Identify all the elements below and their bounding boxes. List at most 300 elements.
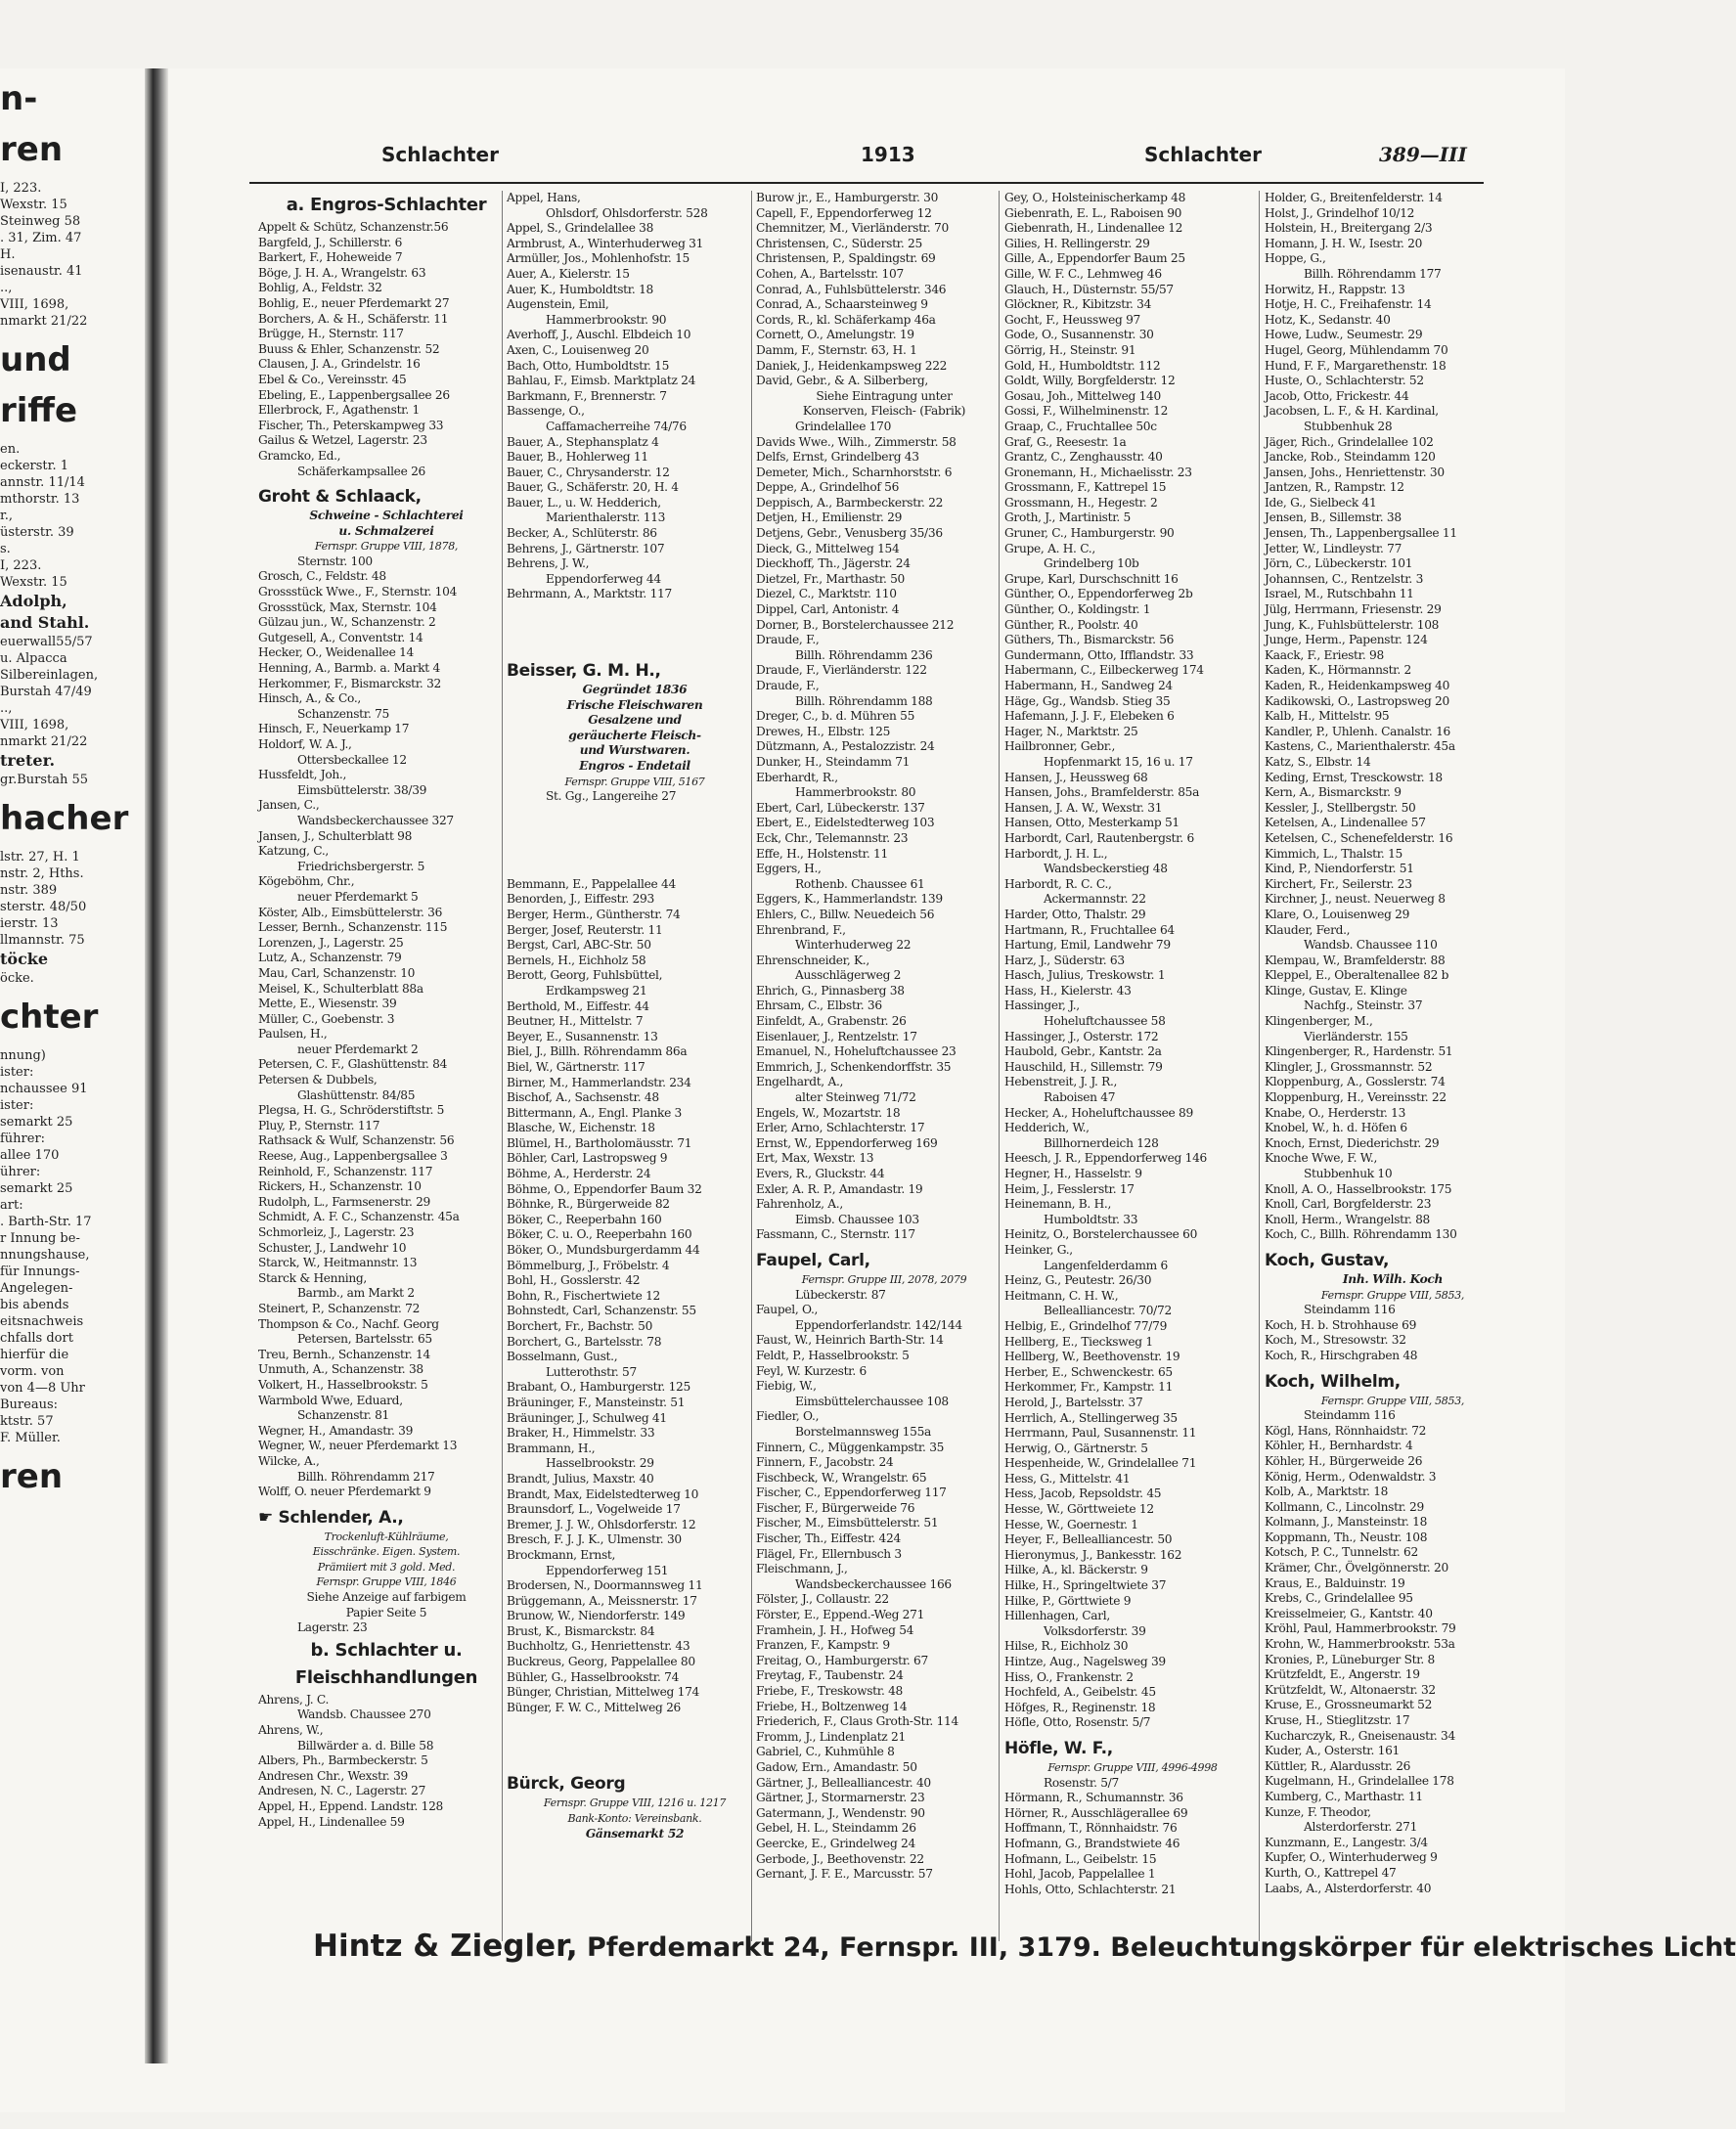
directory-entry: Fölster, J., Collaustr. 22 <box>756 1592 889 1607</box>
directory-entry: Feyl, W. Kurzestr. 6 <box>756 1363 867 1378</box>
directory-entry: Fischer, Th., Peterskampweg 33 <box>258 418 444 432</box>
directory-entry: Harbordt, J. H. L., <box>1004 846 1108 861</box>
directory-entry: Becker, A., Schlüterstr. 86 <box>507 526 657 541</box>
directory-entry: Heim, J., Fesslerstr. 17 <box>1004 1181 1135 1196</box>
entry-continuation: Stubbenhuk 10 <box>1304 1167 1393 1180</box>
section-heading: Fleischhandlungen <box>294 1666 478 1688</box>
directory-entry: Knoch, Ernst, Diederichstr. 29 <box>1265 1135 1440 1150</box>
fragment-heading: ren <box>0 130 64 169</box>
directory-entry: Exler, A. R. P., Amandastr. 19 <box>756 1181 923 1196</box>
directory-entry: Hotje, H. C., Freihafenstr. 14 <box>1265 297 1432 312</box>
directory-entry: Böker, O., Mundsburgerdamm 44 <box>507 1243 700 1258</box>
firm-tagline: Engros - Endetail <box>579 759 690 773</box>
entry-continuation: Ottersbeckallee 12 <box>297 752 407 767</box>
directory-entry: VIII, 1698, <box>0 297 69 312</box>
directory-entry: Axen, C., Louisenweg 20 <box>507 342 649 357</box>
directory-entry: Jacob, Otto, Frickestr. 44 <box>1265 388 1409 403</box>
directory-entry: Kollmann, C., Lincolnstr. 29 <box>1265 1499 1424 1514</box>
directory-entry: Grupe, A. H. C., <box>1004 541 1095 555</box>
directory-entry: Kotsch, P. C., Tunnelstr. 62 <box>1265 1545 1418 1560</box>
directory-entry: Grossmann, F., Kattrepel 15 <box>1004 480 1167 495</box>
directory-entry: Cohen, A., Bartelsstr. 107 <box>756 266 904 281</box>
directory-entry: Hieronymus, J., Bankesstr. 162 <box>1004 1547 1182 1562</box>
directory-entry: Erler, Arno, Schlachterstr. 17 <box>756 1121 925 1135</box>
directory-entry: Gey, O., Holsteinischerkamp 48 <box>1004 191 1186 204</box>
directory-entry: König, Herm., Odenwaldstr. 3 <box>1265 1469 1437 1484</box>
directory-entry: Engels, W., Mozartstr. 18 <box>756 1105 901 1120</box>
directory-entry: F. Müller. <box>0 1431 61 1445</box>
directory-entry: Ehlers, C., Billw. Neuedeich 56 <box>756 907 935 921</box>
directory-entry: Köhler, H., Bernhardstr. 4 <box>1265 1439 1413 1453</box>
directory-entry: Gronemann, H., Michaelisstr. 23 <box>1004 465 1192 479</box>
directory-entry: Friederich, F., Claus Groth-Str. 114 <box>756 1714 958 1729</box>
directory-entry: Knoll, Carl, Borgfelderstr. 23 <box>1265 1197 1432 1212</box>
directory-entry: .., <box>0 281 13 295</box>
entry-continuation: Eppendorferlandstr. 142/144 <box>795 1317 962 1332</box>
directory-entry: Kalb, H., Mittelstr. 95 <box>1265 709 1390 724</box>
directory-entry: Petersen & Dubbels, <box>258 1073 378 1087</box>
directory-entry: Hinsch, A., & Co., <box>258 691 361 706</box>
directory-entry: Holst, J., Grindelhof 10/12 <box>1265 205 1415 220</box>
directory-entry: Kastens, C., Marienthalerstr. 45a <box>1265 739 1455 754</box>
directory-entry: Hilke, P., Görttwiete 9 <box>1004 1593 1132 1608</box>
directory-entry: Dorner, B., Borstelerchaussee 212 <box>756 617 955 632</box>
directory-entry: Kloppenburg, A., Gosslerstr. 74 <box>1265 1075 1446 1089</box>
directory-entry: Holder, G., Breitenfelderstr. 14 <box>1265 191 1443 204</box>
directory-entry: Kurth, O., Kattrepel 47 <box>1265 1865 1397 1880</box>
directory-entry: Gundermann, Otto, Ifflandstr. 33 <box>1004 647 1194 662</box>
directory-entry: Kupfer, O., Winterhuderweg 9 <box>1265 1850 1438 1865</box>
directory-entry: Volkert, H., Hasselbrookstr. 5 <box>258 1377 428 1392</box>
directory-entry: Johannsen, C., Rentzelstr. 3 <box>1265 571 1424 586</box>
directory-entry: Bresch, F. J. J. K., Ulmenstr. 30 <box>507 1532 682 1547</box>
directory-entry: Buchholtz, G., Henriettenstr. 43 <box>507 1639 690 1654</box>
directory-entry: Hartung, Emil, Landwehr 79 <box>1004 938 1171 953</box>
directory-entry: Lutz, A., Schanzenstr. 79 <box>258 951 402 965</box>
directory-entry: Berger, Josef, Reuterstr. 11 <box>507 922 663 937</box>
firm-name: ☛ Schlender, A., <box>258 1507 404 1528</box>
directory-entry: Günther, O., Eppendorferweg 2b <box>1004 587 1193 601</box>
directory-entry: Fischer, C., Eppendorferweg 117 <box>756 1486 947 1500</box>
footer-advertisement <box>313 1929 1736 1968</box>
directory-entry: Gülzau jun., W., Schanzenstr. 2 <box>258 615 436 630</box>
directory-entry: Hebenstreit, J. J. R., <box>1004 1075 1118 1089</box>
firm-detail: Fernspr. Gruppe III, 2078, 2079 <box>801 1272 967 1286</box>
directory-entry: Kessler, J., Stellbergstr. 50 <box>1265 800 1416 815</box>
directory-entry: Chemnitzer, M., Vierländerstr. 70 <box>756 221 949 236</box>
directory-entry: Gramcko, Ed., <box>258 448 341 463</box>
directory-entry: Krebs, C., Grindelallee 95 <box>1265 1591 1413 1606</box>
directory-entry: Kaden, R., Heidenkampsweg 40 <box>1265 679 1450 692</box>
directory-entry: Horwitz, H., Rappstr. 13 <box>1265 282 1405 296</box>
entry-continuation: Schanzenstr. 81 <box>297 1408 390 1423</box>
directory-entry: Bach, Otto, Humboldtstr. 15 <box>507 358 670 373</box>
directory-entry: Knoll, A. O., Hasselbrookstr. 175 <box>1265 1181 1452 1196</box>
directory-entry: Fischer, F., Bürgerweide 76 <box>756 1500 915 1515</box>
directory-entry: Harbordt, R. C. C., <box>1004 876 1112 891</box>
directory-entry: Bohlig, E., neuer Pferdemarkt 27 <box>258 295 450 310</box>
entry-continuation: Barmb., am Markt 2 <box>297 1286 415 1301</box>
directory-entry: Daniek, J., Heidenkampsweg 222 <box>756 358 948 373</box>
directory-entry: Grantz, C., Zenghausstr. 40 <box>1004 450 1163 465</box>
directory-entry: Auer, A., Kielerstr. 15 <box>507 266 630 281</box>
fragment-heading: hacher <box>0 799 129 838</box>
firm-detail: Fernspr. Gruppe VIII, 5853, <box>1320 1288 1465 1302</box>
directory-entry: Hespenheide, W., Grindelallee 71 <box>1004 1456 1197 1471</box>
entry-continuation: Grindelberg 10b <box>1044 556 1139 571</box>
directory-entry: Andresen, N. C., Lagerstr. 27 <box>258 1784 426 1798</box>
directory-entry: Gille, W. F. C., Lehmweg 46 <box>1004 266 1162 281</box>
entry-continuation: Langenfelderdamm 6 <box>1044 1258 1168 1272</box>
directory-entry: Bischof, A., Sachsenstr. 48 <box>507 1090 659 1105</box>
entry-continuation: Steindamm 116 <box>1304 1408 1396 1423</box>
directory-entry: Knoll, Herm., Wrangelstr. 88 <box>1265 1212 1431 1226</box>
directory-entry: Herkommer, F., Bismarckstr. 32 <box>258 676 441 690</box>
entry-continuation: Billwärder a. d. Bille 58 <box>297 1738 434 1752</box>
directory-entry: Bahlau, F., Eimsb. Marktplatz 24 <box>507 374 696 388</box>
directory-entry: Finnern, F., Jacobstr. 24 <box>756 1455 894 1470</box>
firm-tagline: Frische Fleischwaren <box>566 697 703 712</box>
directory-entry: nnung) <box>0 1048 46 1063</box>
directory-entry: Bauer, L., u. W. Hedderich, <box>507 495 661 510</box>
directory-entry: Knoche Wwe, F. W., <box>1265 1151 1378 1166</box>
directory-entry: Appel, Hans, <box>507 191 581 204</box>
directory-entry: Dützmann, A., Pestalozzistr. 24 <box>756 739 935 754</box>
directory-entry: Engelhardt, A., <box>756 1075 844 1089</box>
directory-entry: Buckreus, Georg, Pappelallee 80 <box>507 1655 695 1669</box>
directory-entry: . 31, Zim. 47 <box>0 231 82 245</box>
directory-entry: Katz, S., Elbstr. 14 <box>1265 754 1371 769</box>
directory-entry: Wolff, O. neuer Pferdemarkt 9 <box>258 1485 431 1499</box>
directory-entry: Hass, H., Kielerstr. 43 <box>1004 983 1132 998</box>
directory-column-5 <box>1265 191 1521 1912</box>
spacer <box>507 602 763 653</box>
header-rule <box>249 182 1484 184</box>
directory-entry: Gille, A., Eppendorfer Baum 25 <box>1004 251 1185 266</box>
directory-entry: isenaustr. 41 <box>0 264 83 279</box>
directory-entry: Ebeling, E., Lappenbergsallee 26 <box>258 387 450 402</box>
directory-entry: Hassinger, J., <box>1004 998 1080 1013</box>
directory-entry: Bauer, B., Hohlerweg 11 <box>507 450 648 465</box>
directory-entry: Hinsch, F., Neuerkamp 17 <box>258 722 410 736</box>
directory-entry: Deppe, A., Grindelhof 56 <box>756 480 900 495</box>
directory-entry: Unmuth, A., Schanzenstr. 38 <box>258 1362 423 1377</box>
entry-continuation: Eppendorferweg 151 <box>546 1563 669 1577</box>
directory-entry: Detjens, Gebr., Venusberg 35/36 <box>756 526 943 541</box>
directory-entry: Damm, F., Sternstr. 63, H. 1 <box>756 342 917 357</box>
entry-continuation: Glashüttenstr. 84/85 <box>297 1087 416 1102</box>
directory-entry: Dieckhoff, Th., Jägerstr. 24 <box>756 556 911 571</box>
directory-entry: Draude, F., <box>756 679 820 692</box>
directory-entry: Fischbeck, W., Wrangelstr. 65 <box>756 1470 927 1485</box>
directory-entry: Dunker, H., Steindamm 71 <box>756 754 911 769</box>
directory-entry: ister: <box>0 1098 34 1113</box>
entry-continuation: Rothenb. Chaussee 61 <box>795 876 925 891</box>
entry-continuation: Hopfenmarkt 15, 16 u. 17 <box>1044 754 1193 769</box>
directory-entry: Hess, G., Mittelstr. 41 <box>1004 1471 1131 1486</box>
entry-continuation: Hasselbrookstr. 29 <box>546 1456 654 1471</box>
directory-entry: Braunsdorf, L., Vogelweide 17 <box>507 1502 681 1517</box>
directory-entry: Kleppel, E., Oberaltenallee 82 b <box>1265 968 1449 983</box>
firm-tagline: Inh. Wilh. Koch <box>1342 1271 1444 1286</box>
directory-entry: Heinker, G., <box>1004 1242 1073 1257</box>
entry-continuation: Petersen, Bartelsstr. 65 <box>297 1332 432 1347</box>
firm-detail: Eisschränke. Eigen. System. <box>312 1545 461 1559</box>
directory-entry: Herrlich, A., Stellingerweg 35 <box>1004 1410 1178 1425</box>
spacer <box>507 1715 763 1766</box>
directory-entry: Clausen, J. A., Grindelstr. 16 <box>258 357 421 372</box>
directory-entry: Hörner, R., Ausschlägerallee 69 <box>1004 1805 1188 1820</box>
directory-entry: Steinert, P., Schanzenstr. 72 <box>258 1301 421 1315</box>
entry-continuation: Billh. Röhrendamm 188 <box>795 693 933 708</box>
directory-entry: Kögl, Hans, Rönnhaidstr. 72 <box>1265 1423 1427 1438</box>
directory-entry: für Innungs- <box>0 1264 80 1279</box>
firm-detail: Fernspr. Gruppe VIII, 1216 u. 1217 <box>543 1796 727 1810</box>
directory-entry: Böker, C., Reeperbahn 160 <box>507 1212 662 1226</box>
directory-entry: I, 223. <box>0 181 42 196</box>
directory-entry: Petersen, C. F., Glashüttenstr. 84 <box>258 1057 448 1072</box>
directory-entry: Hager, N., Marktstr. 25 <box>1004 724 1138 738</box>
directory-entry: Rudolph, L., Farmsenerstr. 29 <box>258 1194 431 1209</box>
directory-entry: Wexstr. 15 <box>0 198 67 212</box>
directory-entry: Bohnstedt, Carl, Schanzenstr. 55 <box>507 1304 696 1318</box>
directory-entry: Klingenberger, M., <box>1265 1014 1373 1029</box>
directory-entry: Klingler, J., Grossmannstr. 52 <box>1265 1059 1433 1074</box>
header-section-left: Schlachter <box>381 143 499 166</box>
directory-entry: Hassinger, J., Osterstr. 172 <box>1004 1029 1159 1043</box>
entry-continuation: Eppendorferweg 44 <box>546 571 661 586</box>
firm-name: Faupel, Carl, <box>756 1250 870 1270</box>
firm-detail: Fernspr. Gruppe VIII, 1878, <box>314 540 459 554</box>
directory-entry: Heitmann, C. H. W., <box>1004 1288 1119 1303</box>
fragment-heading: und <box>0 340 71 379</box>
directory-entry: Kimmich, L., Thalstr. 15 <box>1265 846 1402 861</box>
directory-entry: llmannstr. 75 <box>0 933 85 948</box>
directory-entry: Hillenhagen, Carl, <box>1004 1609 1110 1623</box>
directory-entry: Groth, J., Martinistr. 5 <box>1004 510 1132 525</box>
directory-entry: Hörmann, R., Schumannstr. 36 <box>1004 1791 1183 1805</box>
directory-entry: nstr. 389 <box>0 883 58 898</box>
directory-entry: Bittermann, A., Engl. Planke 3 <box>507 1105 683 1120</box>
directory-entry: Krohn, W., Hammerbrookstr. 53a <box>1265 1637 1455 1652</box>
directory-entry: Wegner, W., neuer Pferdemarkt 13 <box>258 1439 458 1453</box>
entry-continuation: Erdkampsweg 21 <box>546 983 647 998</box>
directory-entry: Flägel, Fr., Ellernbusch 3 <box>756 1546 902 1561</box>
directory-entry: Förster, E., Eppend.-Weg 271 <box>756 1608 925 1622</box>
directory-entry: Andresen Chr., Wexstr. 39 <box>258 1768 408 1783</box>
directory-entry: Detjen, H., Emilienstr. 29 <box>756 510 903 525</box>
directory-entry: Pluy, P., Sternstr. 117 <box>258 1118 380 1132</box>
directory-entry: Appelt & Schütz, Schanzenstr.56 <box>258 220 449 234</box>
directory-entry: Kirchert, Fr., Seilerstr. 23 <box>1265 876 1412 891</box>
entry-continuation: Volksdorferstr. 39 <box>1044 1623 1146 1638</box>
directory-entry: Grupe, Karl, Durschschnitt 16 <box>1004 571 1179 586</box>
directory-entry: Hiss, O., Frankenstr. 2 <box>1004 1669 1134 1684</box>
section-heading: a. Engros-Schlachter <box>286 195 487 215</box>
directory-entry: Holdorf, W. A. J., <box>258 737 352 751</box>
directory-entry: semarkt 25 <box>0 1115 73 1130</box>
directory-entry: Ahrens, J. C. <box>258 1692 330 1707</box>
directory-entry: Harbordt, Carl, Rautenbergstr. 6 <box>1004 830 1194 845</box>
directory-entry: Laabs, A., Alsterdorferstr. 40 <box>1265 1881 1432 1895</box>
directory-entry: hierfür die <box>0 1348 69 1362</box>
directory-entry: Borchers, A. & H., Schäferstr. 11 <box>258 311 449 326</box>
directory-entry: Deppisch, A., Barmbeckerstr. 22 <box>756 495 944 510</box>
fragment-heading: chter <box>0 998 99 1037</box>
fragment-heading: riffe <box>0 391 78 430</box>
directory-entry: Kandler, P., Uhlenh. Canalstr. 16 <box>1265 724 1450 738</box>
directory-entry: ktstr. 57 <box>0 1414 54 1429</box>
directory-entry: Jantzen, R., Rampstr. 12 <box>1265 480 1404 495</box>
directory-entry: Keding, Ernst, Tresckowstr. 18 <box>1265 770 1443 784</box>
directory-entry: Starck & Henning, <box>258 1270 368 1285</box>
directory-entry: Böge, J. H. A., Wrangelstr. 63 <box>258 265 426 280</box>
column-divider <box>502 191 503 1941</box>
directory-entry: Wegner, H., Amandastr. 39 <box>258 1423 414 1438</box>
directory-entry: nchaussee 91 <box>0 1082 88 1096</box>
directory-entry: semarkt 25 <box>0 1181 73 1196</box>
directory-entry: Eggers, K., Hammerlandstr. 139 <box>756 892 943 907</box>
directory-entry: Kucharczyk, R., Gneisenaustr. 34 <box>1265 1728 1455 1743</box>
directory-entry: Jansen, J., Schulterblatt 98 <box>258 828 413 843</box>
firm-tagline: und Wurstwaren. <box>579 743 690 758</box>
directory-entry: Mette, E., Wiesenstr. 39 <box>258 997 397 1011</box>
directory-entry: Conrad, A., Fuhlsbüttelerstr. 346 <box>756 282 947 296</box>
directory-entry: bis abends <box>0 1298 69 1312</box>
directory-entry: Capell, F., Eppendorferweg 12 <box>756 205 932 220</box>
directory-entry: Ebel & Co., Vereinsstr. 45 <box>258 372 407 386</box>
entry-continuation: Steindamm 116 <box>1304 1303 1396 1317</box>
directory-entry: H. <box>0 247 16 262</box>
directory-entry: Hofmann, G., Brandstwiete 46 <box>1004 1836 1180 1850</box>
directory-entry: Helbig, E., Grindelhof 77/79 <box>1004 1318 1168 1333</box>
directory-entry: Hohls, Otto, Schlachterstr. 21 <box>1004 1882 1177 1896</box>
directory-entry: allee 170 <box>0 1148 60 1163</box>
entry-continuation: Lübeckerstr. 87 <box>795 1287 886 1302</box>
directory-entry: Eggers, H., <box>756 862 822 876</box>
directory-entry: Christensen, C., Süderstr. 25 <box>756 236 922 250</box>
directory-entry: Giebenrath, E. L., Raboisen 90 <box>1004 205 1182 220</box>
directory-entry: Krützfeldt, W., Altonaerstr. 32 <box>1265 1682 1436 1697</box>
directory-entry: Koch, H. b. Strohhause 69 <box>1265 1317 1417 1332</box>
directory-entry: Rickers, H., Schanzenstr. 10 <box>258 1179 422 1194</box>
directory-entry: Grossmann, H., Hegestr. 2 <box>1004 495 1158 510</box>
directory-entry: Herkommer, Fr., Kampstr. 11 <box>1004 1380 1174 1395</box>
directory-entry: Hecker, O., Weidenallee 14 <box>258 645 414 660</box>
directory-entry: Goldt, Willy, Borgfelderstr. 12 <box>1004 374 1176 388</box>
spacer <box>507 856 763 877</box>
directory-entry: Auer, K., Humboldtstr. 18 <box>507 282 653 296</box>
directory-entry: Ketelsen, A., Lindenallee 57 <box>1265 816 1426 830</box>
directory-entry: Homann, J. H. W., Isestr. 20 <box>1265 236 1423 250</box>
fragment-heading: Adolph, <box>0 592 67 610</box>
directory-entry: Katzung, C., <box>258 844 329 859</box>
directory-entry: Christensen, P., Spaldingstr. 69 <box>756 251 936 266</box>
running-header <box>254 143 1477 174</box>
directory-entry: nstr. 2, Hths. <box>0 866 84 881</box>
directory-entry: Conrad, A., Schaarsteinweg 9 <box>756 297 928 312</box>
directory-entry: Kadikowski, O., Lastropsweg 20 <box>1265 693 1449 708</box>
directory-entry: Jensen, B., Sillemstr. 38 <box>1265 510 1402 525</box>
directory-entry: Appel, H., Lindenallee 59 <box>258 1814 405 1829</box>
directory-entry: Behrmann, A., Marktstr. 117 <box>507 587 672 601</box>
directory-entry: Evers, R., Gluckstr. 44 <box>756 1167 885 1180</box>
entry-continuation: Grindelallee 170 <box>795 419 892 433</box>
entry-continuation: Lutterothstr. 57 <box>546 1364 637 1379</box>
directory-entry: Höfges, R., Reginenstr. 18 <box>1004 1700 1156 1714</box>
directory-entry: Klingenberger, R., Hardenstr. 51 <box>1265 1044 1453 1059</box>
directory-entry: Herwig, O., Gärtnerstr. 5 <box>1004 1441 1148 1455</box>
directory-entry: Friebe, H., Boltzenweg 14 <box>756 1699 908 1713</box>
directory-entry: Steinweg 58 <box>0 214 81 229</box>
directory-entry: führer: <box>0 1131 46 1146</box>
directory-entry: Ehrich, G., Pinnasberg 38 <box>756 983 905 998</box>
directory-entry: Burow jr., E., Hamburgerstr. 30 <box>756 191 939 204</box>
directory-entry: Armüller, Jos., Mohlenhofstr. 15 <box>507 251 690 266</box>
directory-entry: Harz, J., Süderstr. 63 <box>1004 953 1125 967</box>
entry-continuation: Hoheluftchaussee 58 <box>1044 1014 1166 1029</box>
directory-entry: Brodersen, N., Doormannsweg 11 <box>507 1578 703 1593</box>
firm-tagline: Gänsemarkt 52 <box>585 1826 685 1841</box>
directory-entry: Bünger, Christian, Mittelweg 174 <box>507 1685 699 1700</box>
column-divider <box>999 191 1000 1941</box>
firm-tagline: Gegründet 1836 <box>582 683 688 697</box>
entry-continuation: Rosenstr. 5/7 <box>1044 1775 1119 1790</box>
directory-entry: Böhnke, R., Bürgerweide 82 <box>507 1197 670 1212</box>
directory-entry: Hansen, J. A. W., Wexstr. 31 <box>1004 800 1163 815</box>
directory-entry: Hofmann, L., Geibelstr. 15 <box>1004 1851 1157 1866</box>
fragment-heading: n- <box>0 79 38 118</box>
directory-entry: Brüggemann, A., Meissnerstr. 17 <box>507 1593 697 1608</box>
directory-entry: u. Alpacca <box>0 651 67 666</box>
directory-entry: Kruse, E., Grossneumarkt 52 <box>1265 1698 1433 1712</box>
directory-entry: Borchert, G., Bartelsstr. 78 <box>507 1334 662 1349</box>
directory-entry: . Barth-Str. 17 <box>0 1215 92 1229</box>
entry-continuation: Wandsb. Chaussee 270 <box>297 1708 431 1722</box>
directory-entry: Grosch, C., Feldstr. 48 <box>258 569 386 584</box>
directory-entry: Jung, K., Fuhlsbüttelerstr. 108 <box>1265 617 1440 632</box>
directory-entry: Behrens, J. W., <box>507 556 590 571</box>
directory-entry: Bohl, H., Gosslerstr. 42 <box>507 1273 641 1288</box>
directory-entry: Wexstr. 15 <box>0 575 67 590</box>
directory-entry: Bauer, A., Stephansplatz 4 <box>507 434 659 449</box>
directory-entry: Klare, O., Louisenweg 29 <box>1265 907 1410 921</box>
entry-continuation: Wandsbeckerchaussee 166 <box>795 1576 952 1591</box>
directory-entry: Feldt, P., Hasselbrookstr. 5 <box>756 1348 910 1362</box>
directory-entry: Reese, Aug., Lappenbergsallee 3 <box>258 1149 448 1164</box>
entry-continuation: Sternstr. 100 <box>297 554 373 568</box>
directory-entry: Klempau, W., Bramfelderstr. 88 <box>1265 953 1446 967</box>
firm-detail: Fernspr. Gruppe VIII, 4996-4998 <box>1047 1760 1218 1774</box>
directory-entry: nmarkt 21/22 <box>0 314 88 329</box>
directory-entry: Graf, G., Reesestr. 1a <box>1004 434 1127 449</box>
directory-entry: Koch, R., Hirschgraben 48 <box>1265 1348 1418 1362</box>
directory-entry: Draude, F., <box>756 633 820 647</box>
firm-detail: Fernspr. Gruppe VIII, 5853, <box>1320 1394 1465 1407</box>
directory-entry: Ellerbrock, F., Agathenstr. 1 <box>258 403 420 418</box>
directory-entry: sterstr. 48/50 <box>0 900 87 914</box>
directory-entry: Heinemann, B. H., <box>1004 1197 1112 1212</box>
directory-entry: Hauschild, H., Sillemstr. 79 <box>1004 1059 1163 1074</box>
directory-entry: Lorenzen, J., Lagerstr. 25 <box>258 935 404 950</box>
directory-entry: Kugelmann, H., Grindelallee 178 <box>1265 1774 1454 1789</box>
directory-entry: Küttler, R., Alardusstr. 26 <box>1265 1758 1411 1773</box>
directory-entry: Bargfeld, J., Schillerstr. 6 <box>258 235 403 249</box>
directory-entry: Finnern, C., Müggenkampstr. 35 <box>756 1440 945 1454</box>
directory-entry: Appel, S., Grindelallee 38 <box>507 221 654 236</box>
directory-entry: s. <box>0 542 11 556</box>
directory-entry: Albers, Ph., Barmbeckerstr. 5 <box>258 1753 428 1768</box>
